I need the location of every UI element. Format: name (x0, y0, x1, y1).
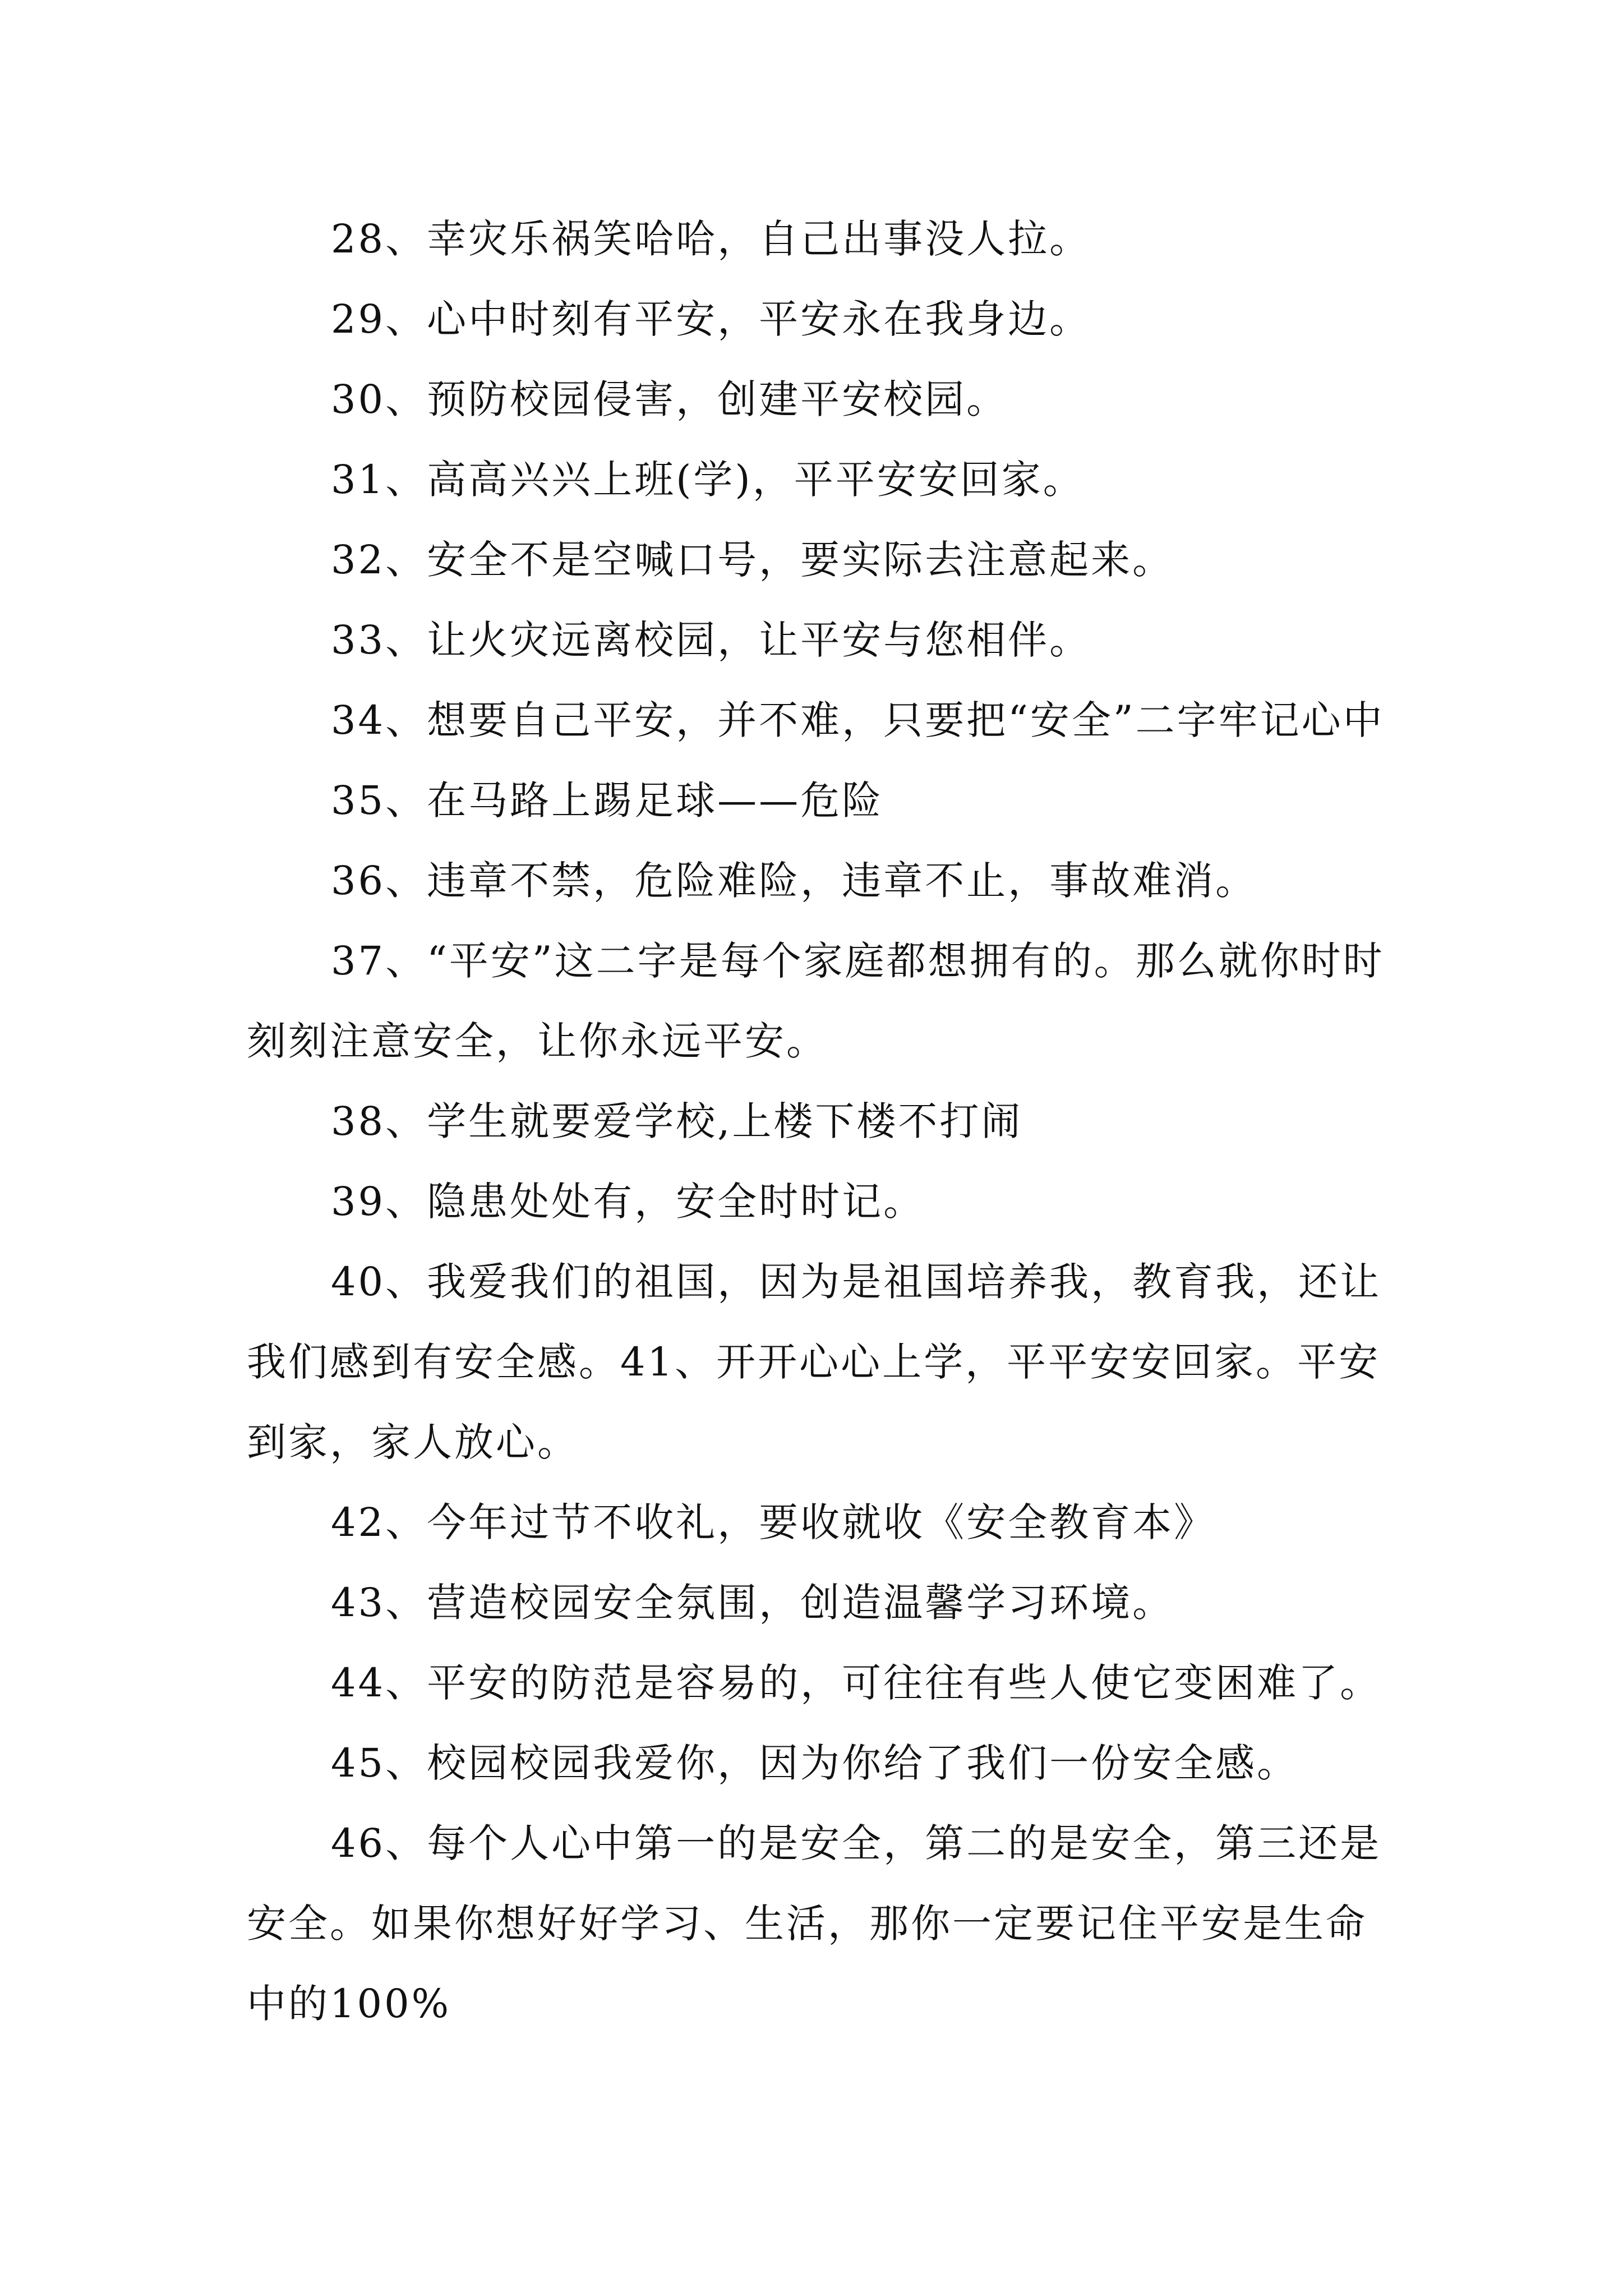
paragraph-42: 42、今年过节不收礼，要收就收《安全教育本》 (331, 1499, 1216, 1545)
paragraph-36: 36、违章不禁，危险难险，违章不止，事故难消。 (331, 858, 1257, 904)
paragraph-40: 40、我爱我们的祖国，因为是祖国培养我，教育我，还让我们感到有安全感。41、开开心心上学，平平安安回家。平安到家，家人放心。 (247, 1259, 1382, 1465)
paragraph-37: 37、“平安”这二字是每个家庭都想拥有的。那么就你时时刻刻注意安全，让你永远平安。 (247, 938, 1385, 1064)
paragraph-43: 43、营造校园安全氛围，创造温馨学习环境。 (331, 1580, 1174, 1626)
paragraph-31: 31、高高兴兴上班(学)，平平安安回家。 (331, 457, 1085, 503)
paragraph-32: 32、安全不是空喊口号，要实际去注意起来。 (331, 537, 1174, 583)
paragraph-46: 46、每个人心中第一的是安全，第二的是安全，第三还是安全。如果你想好好学习、生活，那你一定要记住平安是生命中的100% (247, 1820, 1382, 2027)
paragraph-38: 38、学生就要爱学校,上楼下楼不打闹 (331, 1098, 1023, 1144)
paragraph-39: 39、隐患处处有，安全时时记。 (331, 1179, 925, 1225)
paragraph-34: 34、想要自己平安，并不难，只要把“安全”二字牢记心中 (331, 697, 1385, 743)
document-body (247, 199, 1385, 2044)
paragraph-29: 29、心中时刻有平安，平安永在我身边。 (331, 296, 1091, 342)
paragraph-28: 28、幸灾乐祸笑哈哈，自己出事没人拉。 (331, 216, 1091, 262)
paragraph-45: 45、校园校园我爱你，因为你给了我们一份安全感。 (331, 1740, 1299, 1786)
paragraph-44: 44、平安的防范是容易的，可往往有些人使它变困难了。 (331, 1660, 1382, 1706)
paragraph-33: 33、让火灾远离校园，让平安与您相伴。 (331, 617, 1091, 663)
paragraph-30: 30、预防校园侵害，创建平安校园。 (331, 376, 1008, 422)
paragraph-35: 35、在马路上踢足球——危险 (331, 777, 884, 823)
